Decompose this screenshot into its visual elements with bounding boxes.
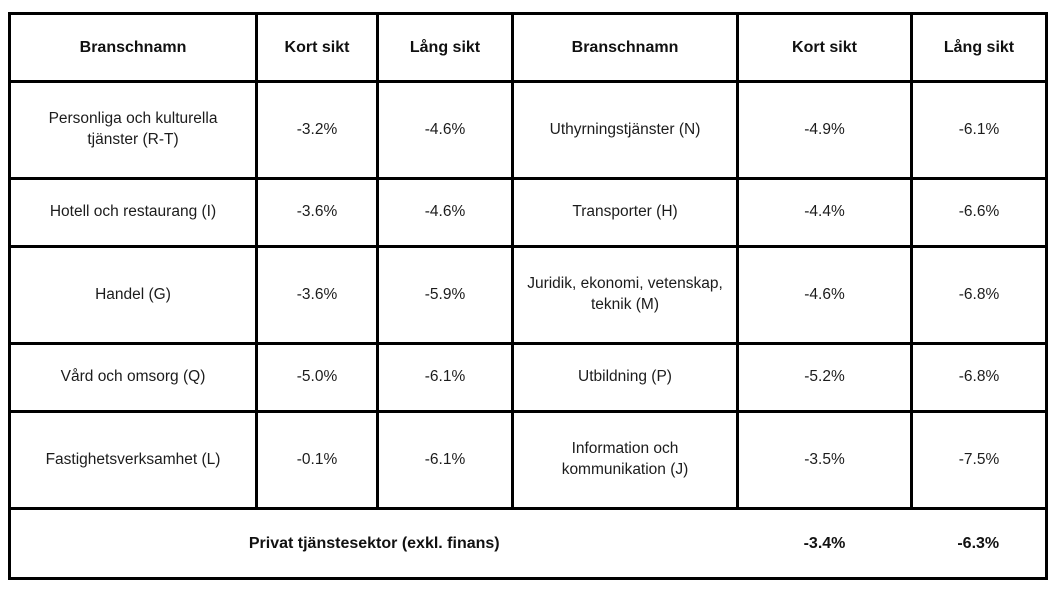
industry-name-cell: Handel (G) (10, 247, 257, 344)
table-row (10, 179, 1047, 247)
long-term-value-cell: -6.1% (378, 412, 513, 509)
column-header-branschnamn-left: Branschnamn (10, 14, 257, 82)
footer-short-term-value: -3.4% (738, 509, 912, 579)
short-term-value-cell: -0.1% (257, 412, 378, 509)
long-term-value-cell: -6.8% (912, 344, 1047, 412)
short-term-value-cell: -5.2% (738, 344, 912, 412)
short-term-value-cell: -3.5% (738, 412, 912, 509)
column-header-lang-sikt-right: Lång sikt (912, 14, 1047, 82)
footer-total-row (10, 509, 1047, 579)
industry-name-cell: Hotell och restaurang (I) (10, 179, 257, 247)
long-term-value-cell: -4.6% (378, 82, 513, 179)
industry-name-cell: Vård och omsorg (Q) (10, 344, 257, 412)
industry-name-cell: Juridik, ekonomi, vetenskap, teknik (M) (513, 247, 738, 344)
short-term-value-cell: -3.2% (257, 82, 378, 179)
footer-total-label: Privat tjänstesektor (exkl. finans) (10, 509, 738, 579)
industry-name-cell: Utbildning (P) (513, 344, 738, 412)
table-row (10, 82, 1047, 179)
column-header-kort-sikt-right: Kort sikt (738, 14, 912, 82)
column-header-kort-sikt-left: Kort sikt (257, 14, 378, 82)
long-term-value-cell: -6.1% (912, 82, 1047, 179)
column-header-lang-sikt-left: Lång sikt (378, 14, 513, 82)
footer-long-term-value: -6.3% (912, 509, 1047, 579)
long-term-value-cell: -6.6% (912, 179, 1047, 247)
short-term-value-cell: -4.9% (738, 82, 912, 179)
long-term-value-cell: -6.1% (378, 344, 513, 412)
short-term-value-cell: -4.4% (738, 179, 912, 247)
table-row (10, 412, 1047, 509)
short-term-value-cell: -3.6% (257, 179, 378, 247)
industry-name-cell: Information och kommunikation (J) (513, 412, 738, 509)
table-row (10, 344, 1047, 412)
long-term-value-cell: -6.8% (912, 247, 1047, 344)
header-row (10, 14, 1047, 82)
column-header-branschnamn-right: Branschnamn (513, 14, 738, 82)
industry-forecast-table (8, 12, 1048, 580)
short-term-value-cell: -3.6% (257, 247, 378, 344)
long-term-value-cell: -4.6% (378, 179, 513, 247)
industry-name-cell: Fastighetsverksamhet (L) (10, 412, 257, 509)
short-term-value-cell: -4.6% (738, 247, 912, 344)
industry-name-cell: Transporter (H) (513, 179, 738, 247)
short-term-value-cell: -5.0% (257, 344, 378, 412)
long-term-value-cell: -5.9% (378, 247, 513, 344)
long-term-value-cell: -7.5% (912, 412, 1047, 509)
table-row (10, 247, 1047, 344)
industry-name-cell: Personliga och kulturella tjänster (R-T) (10, 82, 257, 179)
industry-name-cell: Uthyrningstjänster (N) (513, 82, 738, 179)
